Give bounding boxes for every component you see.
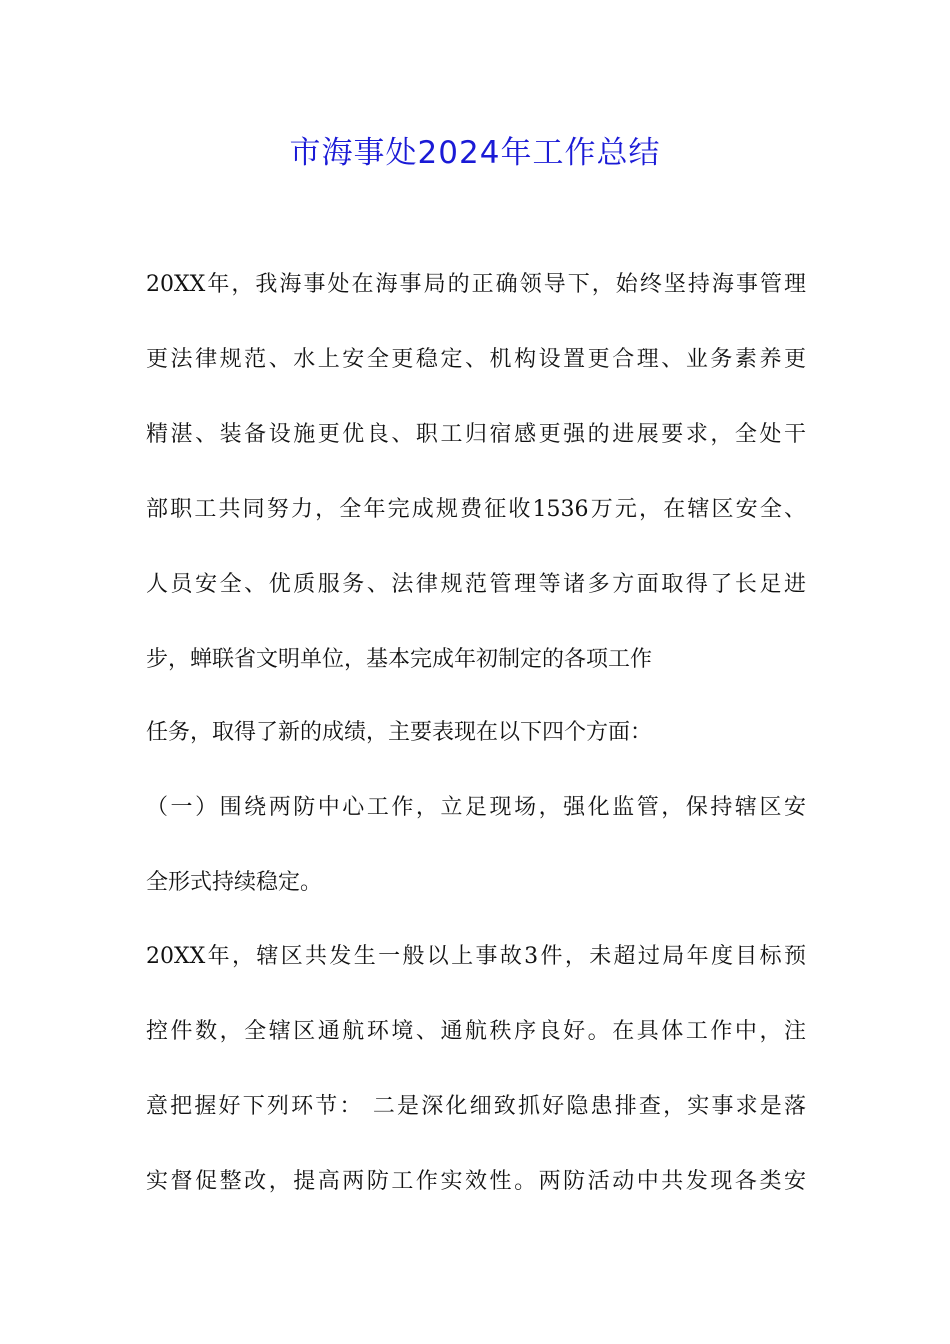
paragraph-line-7: 任务，取得了新的成绩，主要表现在以下四个方面： bbox=[146, 720, 653, 745]
document-title: 市海事处2024年工作总结 bbox=[289, 135, 661, 171]
section-heading-line-1: （一）围绕两防中心工作，立足现场，强化监管，保持辖区安 bbox=[146, 795, 806, 820]
paragraph-line-10: 意把握好下列环节： 二是深化细致抓好隐患排查，实事求是落 bbox=[146, 1094, 806, 1119]
paragraph-line-8: 20XX年，辖区共发生一般以上事故3件，未超过局年度目标预 bbox=[146, 944, 806, 969]
paragraph-line-9: 控件数，全辖区通航环境、通航秩序良好。在具体工作中，注 bbox=[146, 1019, 806, 1044]
paragraph-line-3: 精湛、装备设施更优良、职工归宿感更强的进展要求，全处干 bbox=[146, 422, 806, 447]
paragraph-line-5: 人员安全、优质服务、法律规范管理等诸多方面取得了长足进 bbox=[146, 572, 806, 597]
paragraph-line-11: 实督促整改，提高两防工作实效性。两防活动中共发现各类安 bbox=[146, 1169, 806, 1194]
paragraph-line-1: 20XX年，我海事处在海事局的正确领导下，始终坚持海事管理 bbox=[146, 272, 806, 297]
paragraph-line-6: 步，蝉联省文明单位，基本完成年初制定的各项工作 bbox=[146, 647, 653, 672]
paragraph-line-4: 部职工共同努力，全年完成规费征收1536万元，在辖区安全、 bbox=[146, 497, 806, 522]
section-heading-line-2: 全形式持续稳定。 bbox=[146, 870, 323, 895]
paragraph-line-2: 更法律规范、水上安全更稳定、机构设置更合理、业务素养更 bbox=[146, 347, 806, 372]
